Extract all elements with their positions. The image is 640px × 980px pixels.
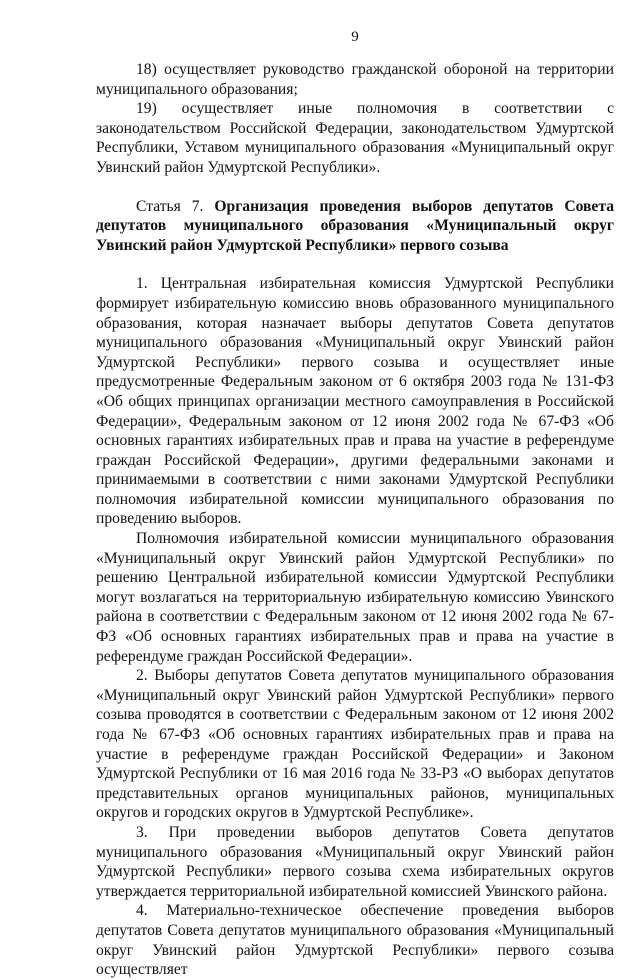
article-title: Организация проведения выборов депутатов Совета депутатов муниципального образования «Муниципальный округ Увинский район Удмуртской Республики» первого созыва: [96, 197, 614, 254]
article-label: Статья 7.: [136, 197, 204, 215]
paragraph-1-continuation: Полномочия избирательной комиссии муниципального образования «Муниципальный округ Увинский район Удмуртской Республики» по решению Центральной избирательной комиссии Удмуртской Республики могут возлагаться на территориальную избирательную комиссию Увинского района в соответствии с Федеральным законом от 12 июня 2002 года № 67-ФЗ «Об основных гарантиях избирательных прав и права на участие в референдуме граждан Российской Федерации».: [96, 530, 614, 665]
paragraph-3: 3. При проведении выборов депутатов Совета депутатов муниципального образования «Муниципальный округ Увинский район Удмуртской Республики» первого созыва схема избирательных округов утверждается территориальной избирательной комиссией Увинского района.: [96, 823, 614, 900]
list-item-18: 18) осуществляет руководство гражданской обороной на территории муниципального образования;: [96, 61, 614, 98]
article-heading: [96, 197, 614, 256]
document-body: [96, 60, 614, 980]
page-number: 9: [351, 29, 359, 45]
paragraph-2: 2. Выборы депутатов Совета депутатов муниципального образования «Муниципальный округ Увинский район Удмуртской Республики» первого созыва проводятся в соответствии с Федеральным законом от 12 июня 2002 года № 67-ФЗ «Об основных гарантиях избирательных прав и права на участие в референдуме граждан Российской Федерации» и Законом Удмуртской Республики от 16 мая 2016 года № 33-РЗ «О выборах депутатов представительных органов муниципальных районов, муниципальных округов и городских округов в Удмуртской Республике».: [96, 667, 614, 822]
paragraph-1: 1. Центральная избирательная комиссия Удмуртской Республики формирует избирательную комиссию вновь образованного муниципального образования, которая назначает выборы депутатов Совета депутатов муниципального образования «Муниципальный округ Увинский район Удмуртской Республики» первого созыва и осуществляет иные предусмотренные Федеральным законом от 6 октября 2003 года № 131-ФЗ «Об общих принципах организации местного самоуправления в Российской Федерации», Федеральным законом от 12 июня 2002 года № 67-ФЗ «Об основных гарантиях избирательных прав и права на участие в референдуме граждан Российской Федерации», другими федеральными законами и принимаемыми в соответствии с ними законами Удмуртской Республики полномочия избирательной комиссии муниципального образования по проведению выборов.: [96, 275, 614, 528]
list-item-19: 19) осуществляет иные полномочия в соответствии с законодательством Российской Федерации, законодательством Удмуртской Республики, Уставом муниципального образования «Муниципальный округ Увинский район Удмуртской Республики».: [96, 100, 614, 176]
document-page: [96, 0, 614, 979]
paragraph-4: 4. Материально-техническое обеспечение проведения выборов депутатов Совета депутатов муниципального образования «Муниципальный округ Увинский район Удмуртской Республики» первого созыва осуществляет: [96, 902, 614, 979]
